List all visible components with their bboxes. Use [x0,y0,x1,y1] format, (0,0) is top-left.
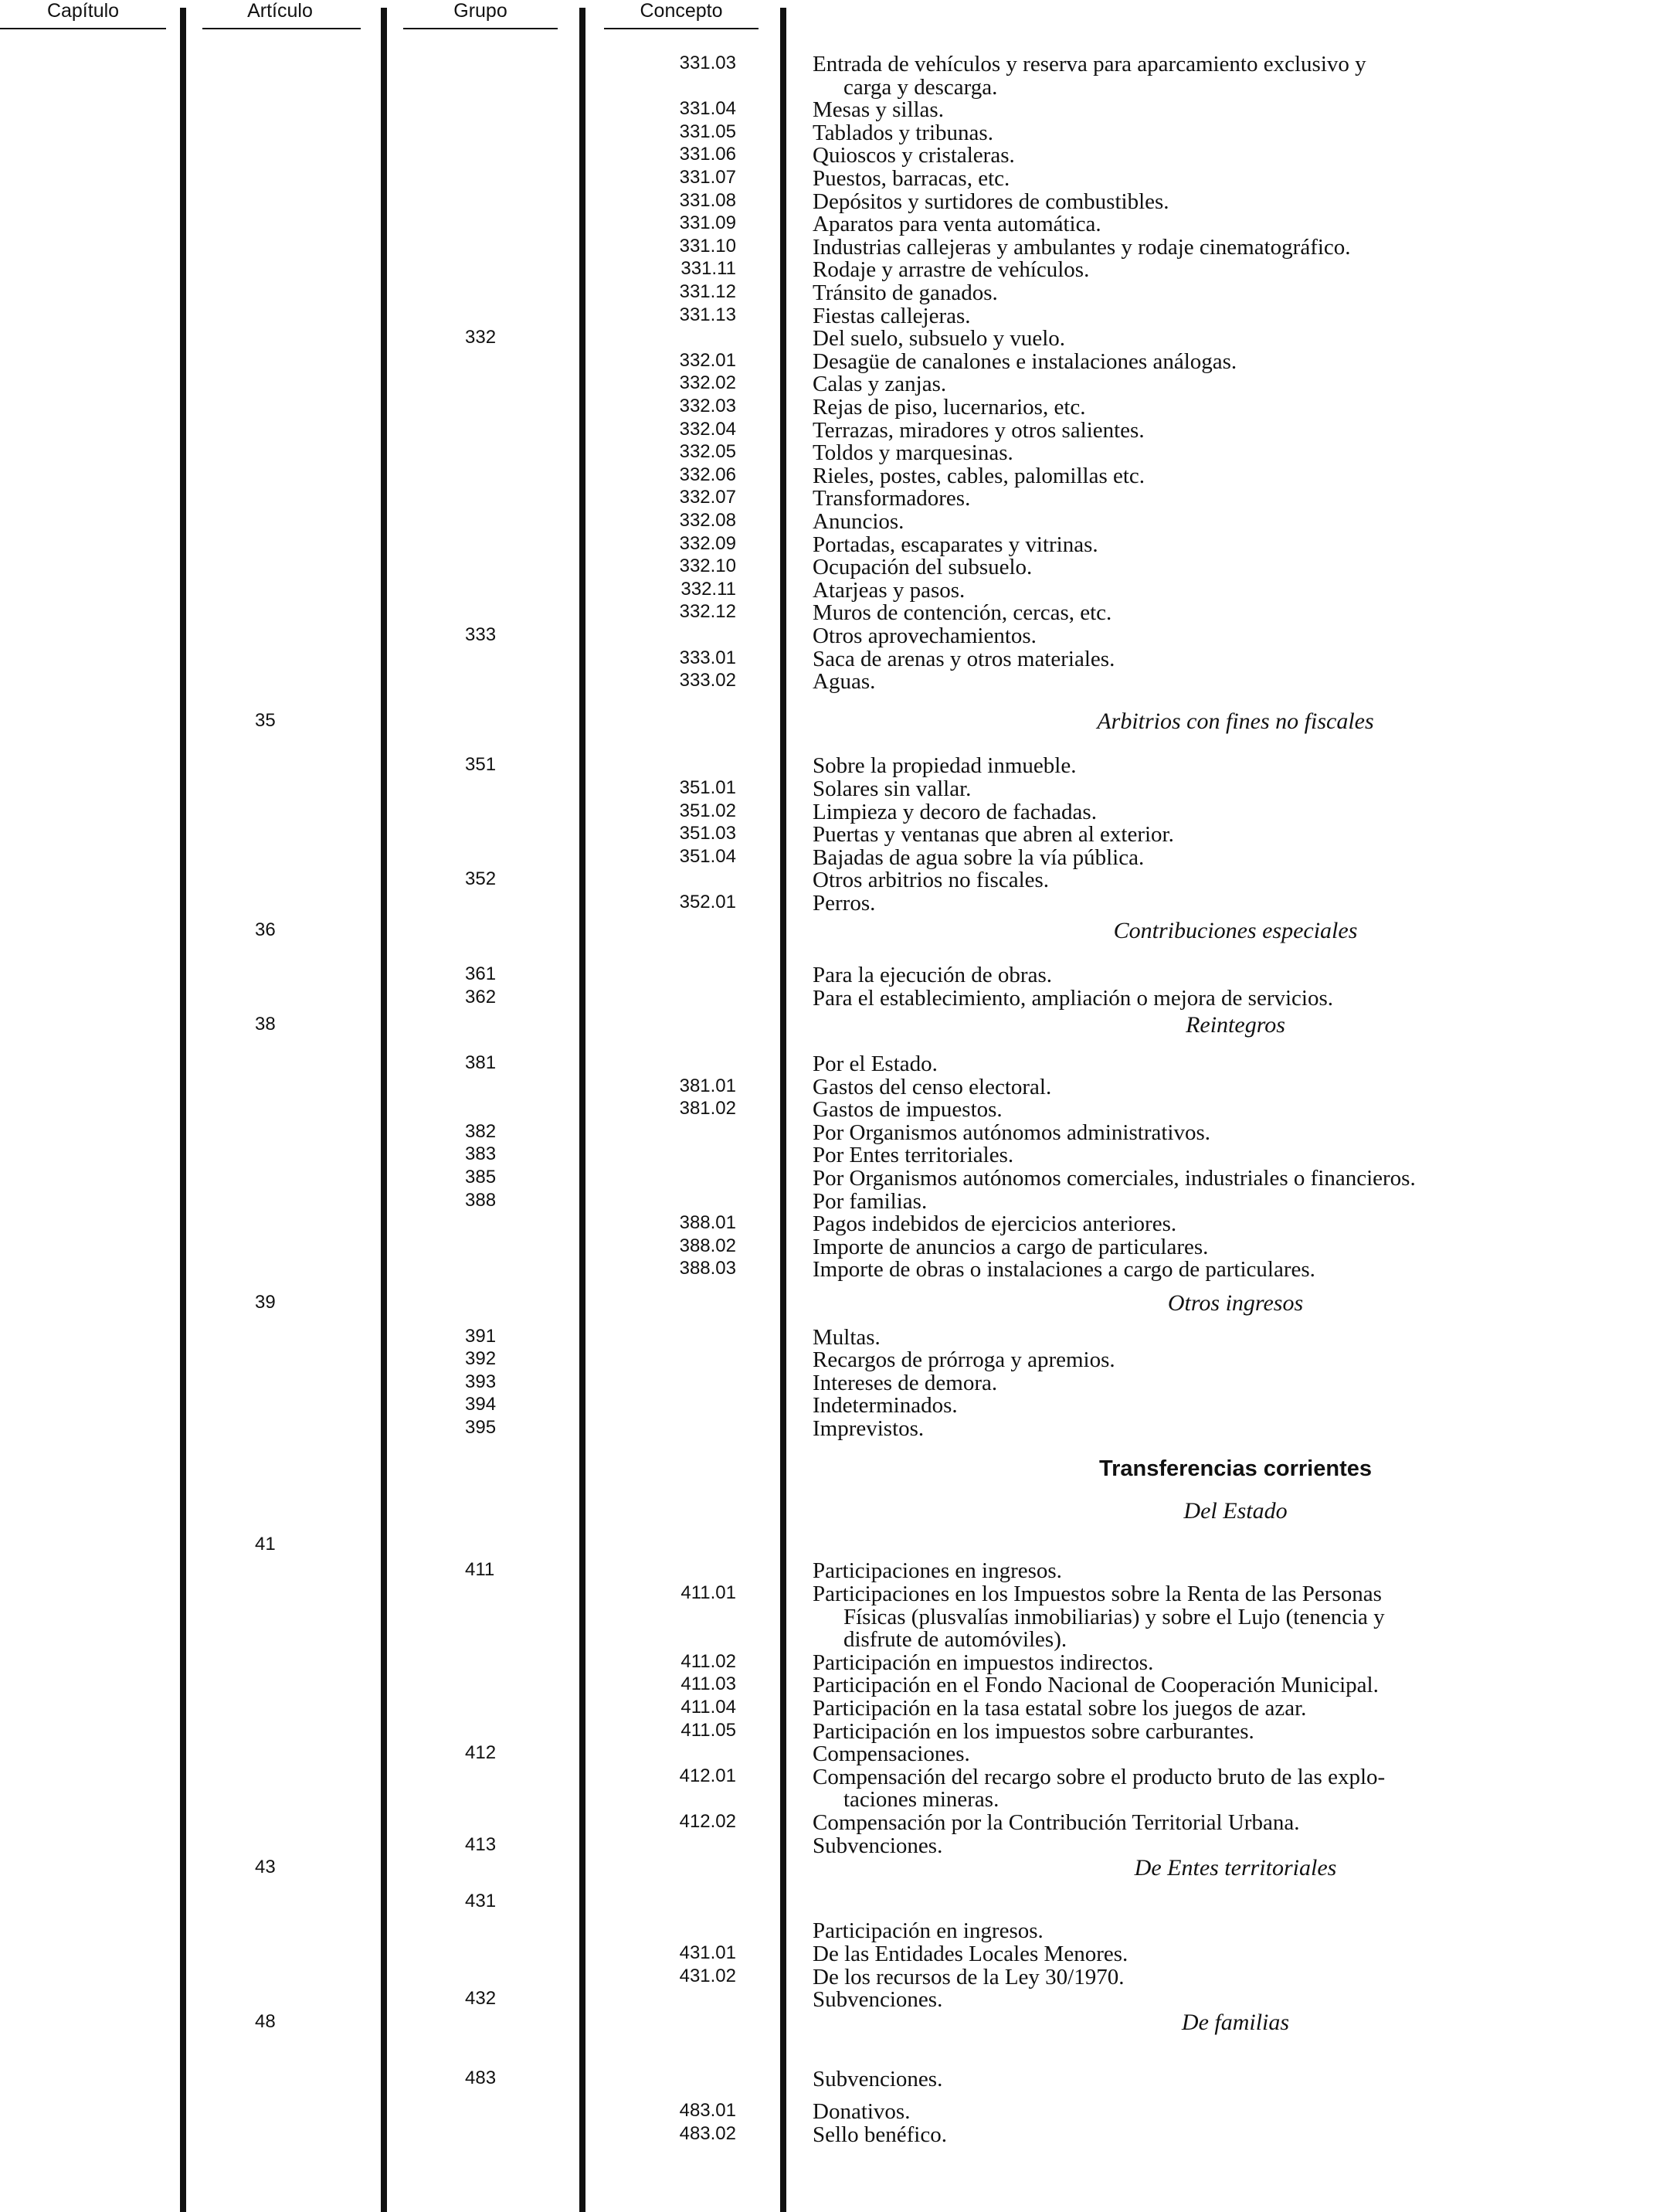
description-cell: Muros de contención, cercas, etc. [813,600,1112,626]
table-row [0,1417,1663,1440]
description-cell: carga y descarga. [843,74,998,100]
concepto-cell: 431.02 [679,1965,736,1986]
articulo-cell: 39 [255,1292,276,1313]
grupo-cell: 362 [465,986,497,1007]
concepto-cell: 411.01 [680,1582,736,1603]
concepto-cell: 332.12 [679,601,736,623]
section-heading-row [0,1457,1663,1480]
description-cell: Rejas de piso, lucernarios, etc. [813,395,1086,420]
table-row [0,510,1663,533]
section-heading: Arbitrios con fines no fiscales [1097,708,1374,734]
table-row [0,1167,1663,1190]
concepto-cell: 331.10 [679,235,736,257]
concepto-cell: 332.11 [680,578,736,600]
description-cell: Indeterminados. [813,1393,958,1419]
description-cell: Toldos y marquesinas. [813,440,1013,466]
section-heading-row [0,919,1663,943]
concepto-cell: 332.01 [679,349,736,371]
description-cell: Transformadores. [813,486,971,511]
concepto-cell: 412.02 [679,1811,736,1832]
table-row [0,236,1663,259]
grupo-cell: 382 [465,1120,497,1142]
description-cell: Participación en ingresos. [813,1918,1044,1944]
section-heading-row [0,1014,1663,1037]
description-cell: Fiestas callejeras. [813,303,971,328]
description-cell: Del suelo, subsuelo y vuelo. [813,326,1066,352]
description-cell: taciones mineras. [843,1787,999,1813]
concepto-cell: 351.04 [679,845,736,867]
description-cell: Por el Estado. [813,1052,938,1076]
header-capitulo: Capítulo [46,0,120,22]
table-row [0,327,1663,350]
grupo-cell: 413 [465,1833,497,1855]
description-cell: Puestos, barracas, etc. [813,166,1010,191]
description-cell: Bajadas de agua sobre la vía pública. [813,844,1145,870]
table-row [0,533,1663,556]
description-cell: Perros. [813,891,876,916]
concepto-cell: 333.02 [679,670,736,691]
table-row [0,1121,1663,1144]
table-row [0,350,1663,373]
grupo-cell: 412 [465,1742,497,1764]
table-row [0,670,1663,693]
table-row [0,258,1663,281]
description-cell: Compensaciones. [813,1741,970,1767]
concepto-cell: 381.01 [679,1075,736,1096]
table-row [0,579,1663,602]
grupo-cell: 351 [465,754,497,776]
table-row [0,121,1663,144]
description-cell: Saca de arenas y otros materiales. [813,646,1115,671]
table-row [0,372,1663,396]
description-cell: Limpieza y decoro de fachadas. [813,799,1097,824]
description-cell: Participación en el Fondo Nacional de Cooperación Municipal. [813,1673,1379,1698]
articulo-cell: 41 [255,1533,276,1555]
grupo-cell: 385 [465,1167,497,1188]
table-row [0,1697,1663,1720]
description-cell: Mesas y sillas. [813,97,944,123]
concepto-cell: 332.08 [679,510,736,531]
description-cell: Por Entes territoriales. [813,1143,1014,1168]
description-cell: Para el establecimiento, ampliación o mejora de servicios. [813,985,1334,1011]
concepto-cell: 332.10 [679,556,736,577]
grupo-cell: 483 [465,2068,497,2089]
description-cell: Atarjeas y pasos. [813,577,966,603]
concepto-cell: 411.05 [680,1719,736,1741]
description-cell: Pagos indebidos de ejercicios anteriores. [813,1211,1177,1237]
description-cell: Tablados y tribunas. [813,120,993,145]
description-cell: Participación en impuestos indirectos. [813,1650,1154,1675]
table-row [0,2100,1663,2123]
description-cell: Tránsito de ganados. [813,280,998,305]
description-cell: Por Organismos autónomos administrativos. [813,1120,1211,1145]
description-cell: Compensación por la Contribución Territorial Urbana. [813,1810,1300,1835]
grupo-cell: 394 [465,1394,497,1415]
concepto-cell: 411.02 [680,1650,736,1672]
table-row [0,1788,1663,1811]
table-row [0,777,1663,800]
table-row [0,1258,1663,1281]
table-row [0,281,1663,304]
section-heading-row [0,2011,1663,2034]
table-row [0,647,1663,671]
concepto-cell: 412.01 [679,1765,736,1786]
table-row [0,212,1663,236]
description-cell: Otros aprovechamientos. [813,624,1037,648]
section-heading: De Entes territoriales [1134,1855,1337,1881]
table-row [0,1052,1663,1075]
table-row [0,1190,1663,1213]
section-heading-row [0,710,1663,733]
table-row [0,1559,1663,1582]
description-cell: Participaciones en los Impuestos sobre la Renta de las Personas [813,1582,1382,1606]
table-row [0,167,1663,190]
table-row [0,1988,1663,2011]
concepto-cell: 431.01 [679,1942,736,1963]
table-row [0,1942,1663,1966]
table-row [0,1371,1663,1395]
concepto-cell: 331.04 [679,98,736,120]
section-heading-row [0,1292,1663,1315]
description-cell: Industrias callejeras y ambulantes y rodaje cinematográfico. [813,234,1351,260]
description-cell: Compensación del recargo sobre el producto bruto de las explo- [813,1764,1386,1789]
table-row [0,1212,1663,1235]
grupo-cell: 395 [465,1417,497,1438]
table-row [0,823,1663,846]
table-row [0,624,1663,647]
description-cell: Importe de anuncios a cargo de particulares. [813,1234,1209,1259]
concepto-cell: 332.05 [679,441,736,463]
section-heading: Otros ingresos [1167,1290,1304,1316]
header-articulo: Artículo [247,0,313,22]
description-cell: Donativos. [813,2099,911,2124]
description-cell: Participación en la tasa estatal sobre los juegos de azar. [813,1696,1307,1721]
concepto-cell: 331.05 [679,121,736,142]
concepto-cell: 331.06 [679,144,736,165]
description-cell: Aguas. [813,669,876,695]
table-row [0,1742,1663,1765]
table-row [0,441,1663,464]
description-cell: Rieles, postes, cables, palomillas etc. [813,463,1145,488]
description-cell: disfrute de automóviles). [843,1627,1067,1653]
description-cell: Depósitos y surtidores de combustibles. [813,189,1169,214]
table-row [0,487,1663,510]
grupo-cell: 431 [465,1890,497,1911]
grupo-cell: 432 [465,1988,497,2010]
table-row [0,1394,1663,1417]
description-cell: Subvenciones. [813,1987,943,2013]
description-cell: Gastos de impuestos. [813,1097,1003,1123]
table-row [0,304,1663,328]
description-cell: Intereses de demora. [813,1370,998,1395]
articulo-cell: 38 [255,1014,276,1035]
table-row [0,1765,1663,1789]
description-cell: Portadas, escaparates y vitrinas. [813,532,1098,557]
articulo-cell: 36 [255,919,276,940]
section-heading-row [0,1857,1663,1880]
description-cell: Terrazas, miradores y otros salientes. [813,417,1145,443]
concepto-cell: 351.03 [679,823,736,844]
concepto-cell: 388.02 [679,1235,736,1256]
table-row [0,144,1663,167]
concepto-cell: 333.01 [679,647,736,668]
table-row [0,846,1663,869]
concepto-cell: 381.02 [679,1098,736,1120]
section-heading-row [0,1500,1663,1523]
description-cell: Anuncios. [813,509,904,534]
table-row [0,396,1663,419]
description-cell: Gastos del censo electoral. [813,1074,1052,1099]
description-cell: Participaciones en ingresos. [813,1558,1062,1584]
description-cell: Puertas y ventanas que abren al exterior. [813,822,1174,848]
concepto-cell: 352.01 [679,892,736,912]
table-row [0,464,1663,488]
description-cell: Importe de obras o instalaciones a cargo de particulares. [813,1257,1315,1283]
grupo-cell: 393 [465,1371,497,1392]
grupo-cell: 333 [465,624,497,645]
concepto-cell: 332.03 [679,396,736,416]
table-row [0,1628,1663,1651]
section-heading: Del Estado [1183,1498,1288,1524]
concepto-cell: 332.02 [679,372,736,394]
header-grupo: Grupo [453,0,507,22]
concepto-cell: 331.12 [679,281,736,302]
table-row [0,1605,1663,1629]
grupo-cell: 392 [465,1348,497,1370]
table-row [0,1348,1663,1371]
table-row [0,76,1663,99]
concepto-cell: 388.01 [679,1212,736,1234]
articulo-cell: 48 [255,2010,276,2032]
table-row [0,868,1663,892]
description-cell: Subvenciones. [813,2067,943,2092]
table-row [0,987,1663,1010]
description-cell: Imprevistos. [813,1416,925,1441]
section-heading: De familias [1181,2009,1290,2035]
description-cell: Para la ejecución de obras. [813,963,1052,988]
description-cell: De los recursos de la Ley 30/1970. [813,1964,1125,1989]
table-row [0,1582,1663,1605]
header-concepto: Concepto [640,0,723,22]
concepto-cell: 331.03 [679,53,736,73]
concepto-cell: 411.04 [680,1697,736,1718]
description-cell: Calas y zanjas. [813,372,947,397]
table-row [0,1143,1663,1167]
table-row [0,1811,1663,1834]
table-row [0,1651,1663,1674]
table-row [0,754,1663,777]
description-cell: Otros arbitrios no fiscales. [813,868,1050,893]
concepto-cell: 331.07 [679,167,736,188]
table-row [0,1891,1663,1914]
articulo-cell: 35 [255,709,276,731]
description-cell: Subvenciones. [813,1833,943,1858]
concepto-cell: 411.03 [680,1673,736,1695]
articulo-cell: 43 [255,1857,276,1878]
description-cell: Participación en los impuestos sobre carburantes. [813,1718,1254,1744]
concepto-cell: 332.09 [679,532,736,554]
table-row [0,53,1663,76]
grupo-cell: 352 [465,868,497,890]
description-cell: Ocupación del subsuelo. [813,555,1033,580]
description-cell: Por familias. [813,1188,928,1214]
grupo-cell: 381 [465,1052,497,1073]
table-row [0,1919,1663,1942]
description-cell: Por Organismos autónomos comerciales, industriales o financieros. [813,1166,1416,1191]
table-row [0,98,1663,121]
grupo-cell: 361 [465,963,497,985]
section-heading: Transferencias corrientes [1098,1456,1372,1481]
description-cell: Sello benéfico. [813,2122,947,2147]
table-row [0,1098,1663,1121]
concepto-cell: 483.02 [679,2122,736,2144]
description-cell: Recargos de prórroga y apremios. [813,1347,1115,1373]
concepto-cell: 331.09 [679,212,736,234]
table-row [0,1834,1663,1857]
description-cell: Físicas (plusvalías inmobiliarias) y sobre el Lujo (tenencia y [843,1604,1385,1629]
concepto-cell: 388.03 [679,1258,736,1279]
table-row [0,892,1663,915]
description-cell: Aparatos para venta automática. [813,212,1101,237]
concepto-cell: 332.07 [679,487,736,508]
section-heading: Contribuciones especiales [1113,917,1358,943]
table-row [0,190,1663,213]
description-cell: Rodaje y arrastre de vehículos. [813,257,1090,283]
section-heading: Reintegros [1186,1012,1285,1038]
table-row [0,2123,1663,2146]
concepto-cell: 331.13 [679,304,736,325]
concepto-cell: 351.02 [679,800,736,821]
concepto-cell: 483.01 [679,2100,736,2121]
description-cell: Quioscos y cristaleras. [813,143,1015,168]
table-row [0,1075,1663,1099]
description-cell: Desagüe de canalones e instalaciones análogas. [813,348,1237,374]
grupo-cell: 391 [465,1325,497,1347]
table-row [0,2068,1663,2091]
table-row [0,800,1663,824]
table-row [0,1966,1663,1989]
description-cell: De las Entidades Locales Menores. [813,1942,1128,1966]
grupo-cell: 411 [465,1559,495,1581]
table-row [0,419,1663,442]
table-row [0,963,1663,987]
concepto-cell: 331.08 [679,189,736,211]
description-cell: Solares sin vallar. [813,776,972,801]
table-row [0,1326,1663,1349]
table-row [0,556,1663,579]
description-cell: Multas. [813,1324,881,1350]
table-row [0,1534,1663,1557]
description-cell: Entrada de vehículos y reserva para aparcamiento exclusivo y [813,52,1366,76]
concepto-cell: 351.01 [679,777,736,798]
grupo-cell: 383 [465,1143,497,1165]
concepto-cell: 331.11 [680,258,736,280]
grupo-cell: 332 [465,327,497,348]
description-cell: Sobre la propiedad inmueble. [813,753,1077,779]
table-row [0,1235,1663,1259]
table-row [0,1720,1663,1743]
grupo-cell: 388 [465,1189,497,1211]
table-row [0,601,1663,624]
concepto-cell: 332.04 [679,418,736,440]
concepto-cell: 332.06 [679,464,736,485]
table-row [0,1673,1663,1697]
